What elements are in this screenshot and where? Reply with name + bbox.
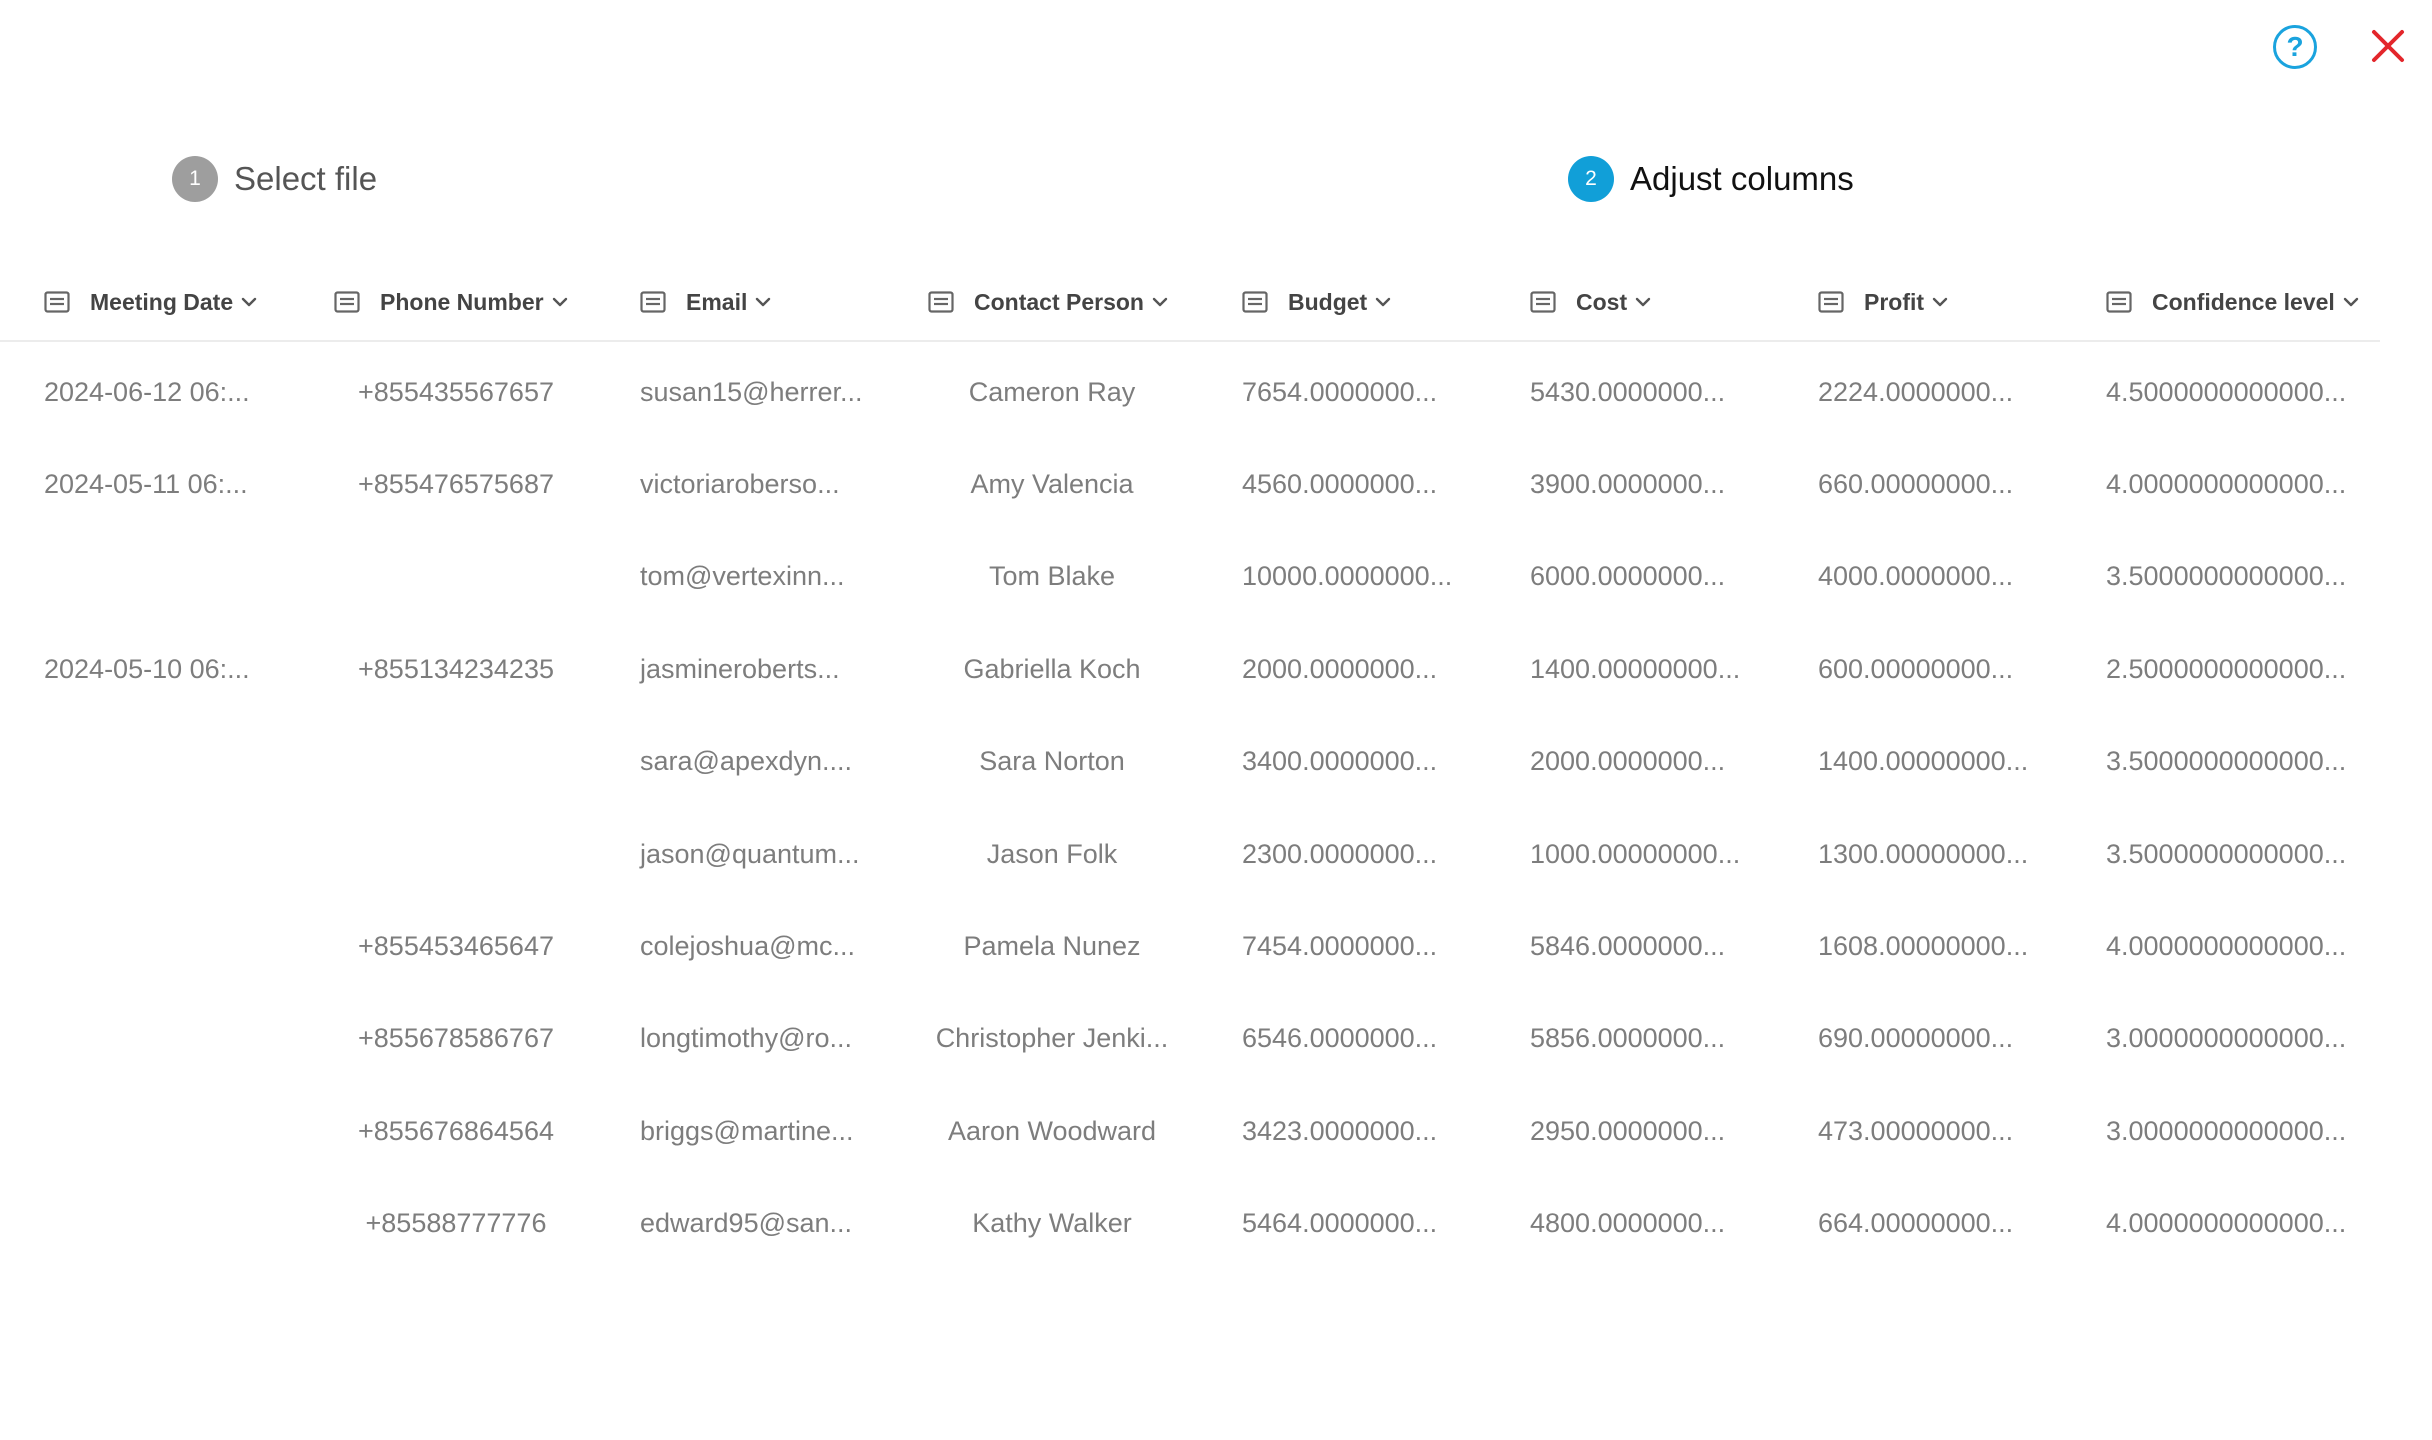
table-cell: 1000.00000000... xyxy=(1530,838,1741,869)
table-cell: 4.0000000000000... xyxy=(2106,931,2347,962)
column-header-label: Cost xyxy=(1576,288,1628,315)
column-header-budget[interactable] xyxy=(1242,262,1391,342)
column-header-label: Phone Number xyxy=(380,288,544,315)
table-header xyxy=(0,262,2380,342)
table-cell: 600.00000000... xyxy=(1818,653,2014,684)
table-cell: +855676864564 xyxy=(358,1115,554,1146)
table-cell: 3.0000000000000... xyxy=(2106,1023,2347,1054)
table-cell: 2000.0000000... xyxy=(1530,746,1726,777)
table-row xyxy=(0,1178,2380,1270)
chevron-down-icon xyxy=(755,296,771,308)
chevron-down-icon xyxy=(1932,296,1948,308)
column-header-label: Confidence level xyxy=(2152,288,2335,315)
table-cell: Jason Folk xyxy=(986,838,1118,869)
table-cell: +855453465647 xyxy=(358,931,554,962)
step-number: 1 xyxy=(172,156,218,202)
table-cell: 4.5000000000000... xyxy=(2106,376,2347,407)
table-cell: 4.0000000000000... xyxy=(2106,469,2347,500)
table-cell: 2224.0000000... xyxy=(1818,376,2014,407)
table-row xyxy=(0,438,2380,530)
column-header-phone-number[interactable] xyxy=(334,262,568,342)
close-button[interactable] xyxy=(2370,28,2406,64)
table-cell: longtimothy@ro... xyxy=(640,1023,852,1054)
question-circle-icon: ? xyxy=(2286,31,2304,62)
table-cell: 3.0000000000000... xyxy=(2106,1115,2347,1146)
text-column-icon xyxy=(640,291,666,313)
table-row xyxy=(0,531,2380,623)
table-cell: 2.5000000000000... xyxy=(2106,653,2347,684)
table-cell: Aaron Woodward xyxy=(947,1115,1157,1146)
table-cell: 1400.00000000... xyxy=(1818,746,2029,777)
table-cell: +855476575687 xyxy=(358,469,554,500)
table-row xyxy=(0,993,2380,1085)
table-cell: 7454.0000000... xyxy=(1242,931,1438,962)
table-cell xyxy=(334,808,578,900)
column-header-meeting-date[interactable] xyxy=(44,262,257,342)
table-cell: Sara Norton xyxy=(979,746,1125,777)
table-cell xyxy=(334,716,578,808)
table-cell: tom@vertexinn... xyxy=(640,561,845,592)
close-icon xyxy=(2370,28,2406,64)
chevron-down-icon xyxy=(552,296,568,308)
table-cell: 664.00000000... xyxy=(1818,1208,2014,1239)
table-cell: Cameron Ray xyxy=(968,376,1136,407)
column-header-profit[interactable] xyxy=(1818,262,1948,342)
text-column-icon xyxy=(1530,291,1556,313)
table-cell: Kathy Walker xyxy=(972,1208,1132,1239)
text-column-icon xyxy=(928,291,954,313)
table-cell: colejoshua@mc... xyxy=(640,931,855,962)
table-cell: 3.5000000000000... xyxy=(2106,838,2347,869)
table-cell: 4800.0000000... xyxy=(1530,1208,1726,1239)
table-cell: 2024-05-10 06:... xyxy=(44,653,250,684)
table-cell: 660.00000000... xyxy=(1818,469,2014,500)
table-cell: 1400.00000000... xyxy=(1530,653,1741,684)
table-cell: jasmineroberts... xyxy=(640,653,840,684)
text-column-icon xyxy=(1818,291,1844,313)
table-cell: 5464.0000000... xyxy=(1242,1208,1438,1239)
table-cell: 690.00000000... xyxy=(1818,1023,2014,1054)
table-cell: +855435567657 xyxy=(358,376,554,407)
table-cell: 6000.0000000... xyxy=(1530,561,1726,592)
table-row xyxy=(0,623,2380,715)
column-header-contact-person[interactable] xyxy=(928,262,1168,342)
table-cell xyxy=(44,716,304,808)
table-cell: 2300.0000000... xyxy=(1242,838,1438,869)
table-body xyxy=(0,342,2380,1270)
table-cell: +85588777776 xyxy=(365,1208,547,1239)
chevron-down-icon xyxy=(1375,296,1391,308)
text-column-icon xyxy=(44,291,70,313)
column-header-label: Profit xyxy=(1864,288,1925,315)
column-header-label: Contact Person xyxy=(974,288,1144,315)
column-header-confidence-level[interactable] xyxy=(2106,262,2359,342)
table-cell: 10000.0000000... xyxy=(1242,561,1453,592)
column-header-label: Meeting Date xyxy=(90,288,234,315)
table-cell xyxy=(334,531,578,623)
table-cell: 1300.00000000... xyxy=(1818,838,2029,869)
table-cell: Gabriella Koch xyxy=(963,653,1141,684)
table-row xyxy=(0,716,2380,808)
table-cell: 2024-05-11 06:... xyxy=(44,469,248,500)
table-cell: victoriaroberso... xyxy=(640,469,840,500)
table-cell: 3423.0000000... xyxy=(1242,1115,1438,1146)
column-header-email[interactable] xyxy=(640,262,771,342)
table-cell: 6546.0000000... xyxy=(1242,1023,1438,1054)
table-cell: +855134234235 xyxy=(358,653,554,684)
help-button[interactable] xyxy=(2273,25,2317,69)
table-cell: 5430.0000000... xyxy=(1530,376,1726,407)
table-cell: 4.0000000000000... xyxy=(2106,1208,2347,1239)
table-cell: edward95@san... xyxy=(640,1208,853,1239)
table-row xyxy=(0,1085,2380,1177)
table-cell xyxy=(44,531,304,623)
text-column-icon xyxy=(2106,291,2132,313)
step-label: Select file xyxy=(234,160,378,197)
chevron-down-icon xyxy=(2343,296,2359,308)
text-column-icon xyxy=(334,291,360,313)
step-adjust-columns xyxy=(1568,156,1854,202)
column-header-label: Budget xyxy=(1288,288,1368,315)
table-cell: 5846.0000000... xyxy=(1530,931,1726,962)
text-column-icon xyxy=(1242,291,1268,313)
table-cell: Christopher Jenki... xyxy=(935,1023,1169,1054)
chevron-down-icon xyxy=(1635,296,1651,308)
step-label: Adjust columns xyxy=(1630,160,1854,197)
table-cell xyxy=(44,900,304,992)
table-cell: Amy Valencia xyxy=(970,469,1134,500)
chevron-down-icon xyxy=(241,296,257,308)
step-number: 2 xyxy=(1568,156,1614,202)
table-cell xyxy=(44,808,304,900)
table-cell xyxy=(44,1178,304,1270)
table-cell: sara@apexdyn.... xyxy=(640,746,853,777)
table-cell: 3.5000000000000... xyxy=(2106,561,2347,592)
table-cell: briggs@martine... xyxy=(640,1115,854,1146)
column-header-label: Email xyxy=(686,288,748,315)
table-cell: susan15@herrer... xyxy=(640,376,863,407)
column-mapping-table xyxy=(0,262,2380,1270)
table-cell: 473.00000000... xyxy=(1818,1115,2014,1146)
table-cell: 2024-06-12 06:... xyxy=(44,376,250,407)
table-cell: 1608.00000000... xyxy=(1818,931,2029,962)
table-cell: 3900.0000000... xyxy=(1530,469,1726,500)
step-select-file[interactable] xyxy=(172,156,377,202)
column-header-cost[interactable] xyxy=(1530,262,1651,342)
table-cell: 2950.0000000... xyxy=(1530,1115,1726,1146)
table-row xyxy=(0,900,2380,992)
table-row xyxy=(0,346,2380,438)
table-cell: 4000.0000000... xyxy=(1818,561,2014,592)
table-cell: 3400.0000000... xyxy=(1242,746,1438,777)
table-cell xyxy=(44,993,304,1085)
table-cell: 4560.0000000... xyxy=(1242,469,1438,500)
table-cell: 2000.0000000... xyxy=(1242,653,1438,684)
table-cell: 5856.0000000... xyxy=(1530,1023,1726,1054)
table-cell: 7654.0000000... xyxy=(1242,376,1438,407)
table-row xyxy=(0,808,2380,900)
table-cell: jason@quantum... xyxy=(640,838,860,869)
table-cell: Tom Blake xyxy=(988,561,1116,592)
chevron-down-icon xyxy=(1152,296,1168,308)
table-cell: +855678586767 xyxy=(358,1023,554,1054)
table-cell xyxy=(44,1085,304,1177)
table-cell: 3.5000000000000... xyxy=(2106,746,2347,777)
table-cell: Pamela Nunez xyxy=(963,931,1141,962)
